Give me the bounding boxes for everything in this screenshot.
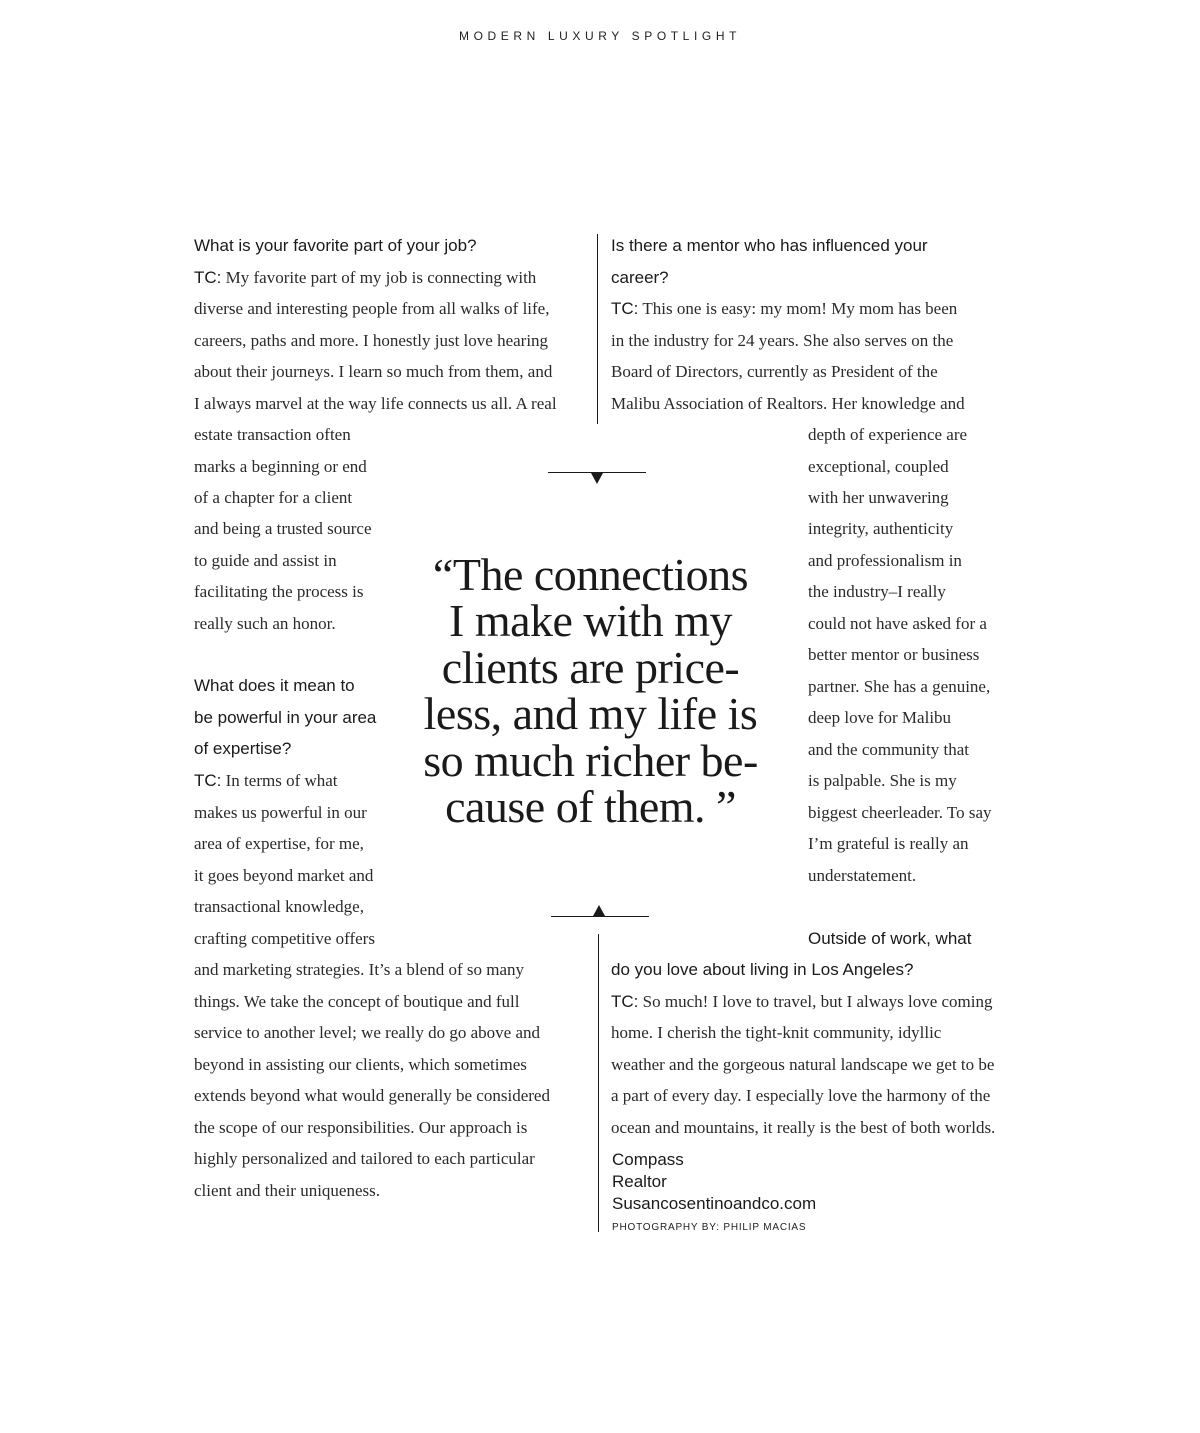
question-mentor: career? bbox=[611, 268, 669, 287]
answer-line: diverse and interesting people from all walks of life, bbox=[194, 299, 550, 318]
answer-line: beyond in assisting our clients, which sometimes bbox=[194, 1055, 527, 1074]
answer-line: about their journeys. I learn so much from them, and bbox=[194, 362, 553, 381]
pullquote-rule-bottom bbox=[551, 916, 649, 917]
question-los-angeles: Outside of work, what bbox=[808, 929, 972, 948]
question-mentor: Is there a mentor who has influenced your bbox=[611, 236, 928, 255]
website-link[interactable]: Susancosentinoandco.com bbox=[612, 1194, 817, 1213]
pull-quote-line: I make with my bbox=[449, 595, 732, 647]
tc-label: TC: bbox=[611, 299, 639, 318]
tc-label: TC: bbox=[611, 992, 639, 1011]
pull-quote-line: so much richer be- bbox=[423, 734, 758, 786]
answer-line: understatement. bbox=[808, 866, 917, 885]
pull-quote-line: clients are price- bbox=[441, 641, 740, 693]
answer-line: I’m grateful is really an bbox=[808, 834, 969, 853]
question-favorite-part: What is your favorite part of your job? bbox=[194, 236, 477, 255]
answer-line: TC: So much! I love to travel, but I always love coming bbox=[611, 992, 993, 1011]
answer-line: in the industry for 24 years. She also serves on the bbox=[611, 331, 954, 350]
tc-label: TC: bbox=[194, 268, 222, 287]
answer-line: with her unwavering bbox=[808, 488, 949, 507]
answer-line: marks a beginning or end bbox=[194, 457, 367, 476]
question-powerful: of expertise? bbox=[194, 739, 292, 758]
answer-line: deep love for Malibu bbox=[808, 708, 952, 727]
column-rule-top bbox=[597, 234, 598, 424]
company-name: Compass bbox=[612, 1150, 684, 1169]
answer-line: it goes beyond market and bbox=[194, 866, 374, 885]
section-header: MODERN LUXURY SPOTLIGHT bbox=[458, 29, 742, 43]
answer-line: TC: My favorite part of my job is connecting with bbox=[194, 268, 537, 287]
triangle-down-icon bbox=[591, 473, 603, 484]
question-los-angeles: do you love about living in Los Angeles? bbox=[611, 960, 914, 979]
answer-line: TC: This one is easy: my mom! My mom has been bbox=[611, 299, 958, 318]
question-powerful: be powerful in your area bbox=[194, 708, 377, 727]
answer-line: facilitating the process is bbox=[194, 582, 364, 601]
answer-line: really such an honor. bbox=[194, 614, 336, 633]
answer-line: transactional knowledge, bbox=[194, 897, 364, 916]
answer-line: better mentor or business bbox=[808, 645, 980, 664]
answer-line: TC: In terms of what bbox=[194, 771, 338, 790]
answer-line: the scope of our responsibilities. Our approach is bbox=[194, 1118, 528, 1137]
answer-line: service to another level; we really do go above and bbox=[194, 1023, 541, 1042]
triangle-up-icon bbox=[593, 905, 605, 916]
pull-quote-line: less, and my life is bbox=[423, 688, 758, 740]
answer-line: to guide and assist in bbox=[194, 551, 337, 570]
answer-line: integrity, authenticity bbox=[808, 519, 954, 538]
answer-line: ocean and mountains, it really is the best of both worlds. bbox=[611, 1118, 996, 1137]
column-rule-bottom bbox=[598, 934, 599, 1232]
answer-line: home. I cherish the tight-knit community, idyllic bbox=[611, 1023, 942, 1042]
answer-line: biggest cheerleader. To say bbox=[808, 803, 992, 822]
answer-line: crafting competitive offers bbox=[194, 929, 375, 948]
answer-line: things. We take the concept of boutique and full bbox=[194, 992, 520, 1011]
question-powerful: What does it mean to bbox=[194, 676, 355, 695]
answer-line: is palpable. She is my bbox=[808, 771, 957, 790]
answer-line: client and their uniqueness. bbox=[194, 1181, 381, 1200]
answer-line: and being a trusted source bbox=[194, 519, 372, 538]
pull-quote bbox=[398, 549, 783, 833]
answer-line: extends beyond what would generally be considered bbox=[194, 1086, 550, 1105]
answer-line: and professionalism in bbox=[808, 551, 962, 570]
answer-line: estate transaction often bbox=[194, 425, 351, 444]
answer-line: and the community that bbox=[808, 740, 969, 759]
answer-line: a part of every day. I especially love the harmony of the bbox=[611, 1086, 991, 1105]
answer-line: I always marvel at the way life connects us all. A real bbox=[194, 394, 557, 413]
answer-line: weather and the gorgeous natural landscape we get to be bbox=[611, 1055, 995, 1074]
answer-line: partner. She has a genuine, bbox=[808, 677, 991, 696]
tc-label: TC: bbox=[194, 771, 222, 790]
answer-line: area of expertise, for me, bbox=[194, 834, 364, 853]
pull-quote-line: “The connections bbox=[432, 549, 749, 600]
photography-credit: PHOTOGRAPHY BY: PHILIP MACIAS bbox=[612, 1222, 807, 1233]
answer-line: Malibu Association of Realtors. Her knowledge and bbox=[611, 394, 965, 413]
answer-line: makes us powerful in our bbox=[194, 803, 367, 822]
answer-line: the industry–I really bbox=[808, 582, 946, 601]
answer-line: and marketing strategies. It’s a blend of so many bbox=[194, 960, 524, 979]
answer-line: could not have asked for a bbox=[808, 614, 987, 633]
answer-line: exceptional, coupled bbox=[808, 457, 949, 476]
answer-line: Board of Directors, currently as President of the bbox=[611, 362, 938, 381]
answer-line: depth of experience are bbox=[808, 425, 968, 444]
answer-line: highly personalized and tailored to each particular bbox=[194, 1149, 535, 1168]
answer-line: careers, paths and more. I honestly just love hearing bbox=[194, 331, 549, 350]
answer-line: of a chapter for a client bbox=[194, 488, 353, 507]
pull-quote-line: cause of them. ” bbox=[445, 781, 736, 833]
job-title: Realtor bbox=[612, 1172, 667, 1191]
